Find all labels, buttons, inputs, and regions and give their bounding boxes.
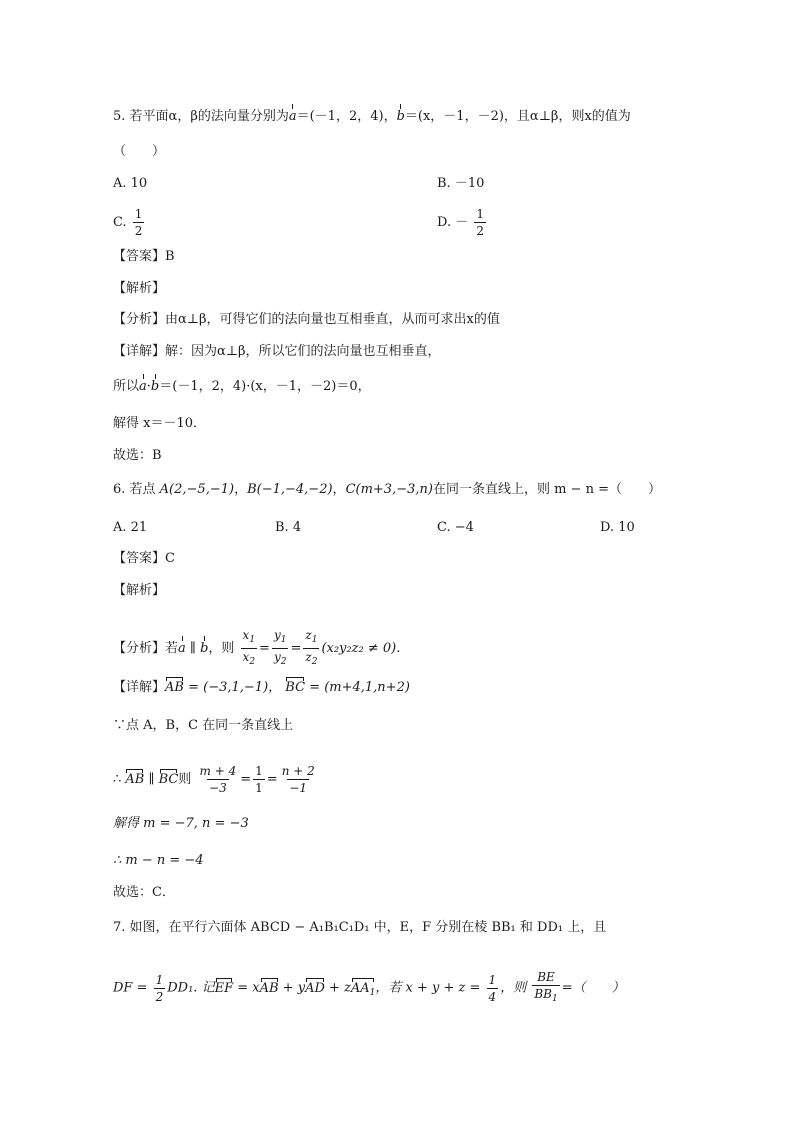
q5-stem-part: 5. 若平面α，β的法向量分别为 bbox=[113, 109, 289, 124]
fraction bbox=[154, 972, 166, 1005]
q6-fenxi-condition: (x₂y₂z₂ ≠ 0)． bbox=[321, 641, 410, 656]
q7-stem-line1: 7. 如图，在平行六面体 ABCD − A₁B₁C₁D₁ 中，E，F 分别在棱 BB₁ 和 DD₁ 上，且 bbox=[113, 920, 607, 935]
q7-condition: ，若 x + y + z = bbox=[375, 980, 481, 996]
q7-ask: =（ ） bbox=[561, 980, 625, 996]
q5-option-c bbox=[113, 206, 146, 239]
q6-option-c: C. −4 bbox=[437, 520, 474, 535]
vector-a: a bbox=[178, 641, 186, 656]
q6-solve: 解得 m = −7, n = −3 bbox=[113, 816, 249, 831]
denominator: 2 bbox=[134, 224, 143, 238]
q5-option-d-label: D. － bbox=[437, 215, 469, 230]
point-b: B(−1,−4,−2) bbox=[247, 482, 333, 497]
denominator: $z_2$ bbox=[303, 648, 319, 670]
q6-answer: 【答案】C bbox=[113, 551, 175, 566]
fraction bbox=[241, 627, 258, 670]
vector-ab: AB bbox=[259, 980, 279, 996]
vector-b: b bbox=[396, 109, 405, 124]
denominator: $BB_1$ bbox=[532, 985, 559, 1007]
q5-option-d bbox=[437, 206, 488, 239]
point-c: C(m+3,−3,n) bbox=[345, 482, 433, 497]
q7-eq: = x bbox=[237, 980, 260, 996]
q5-xiangjie: 【详解】解：因为α⊥β，所以它们的法向量也互相垂直， bbox=[113, 344, 441, 359]
q6-fenxi-label: 【分析】若 bbox=[113, 641, 179, 656]
vector-ab-value: = (−3,1,−1)， bbox=[188, 680, 282, 695]
q6-ratio: ∴ AB ∥ BC则 $\frac{m + 4}{-3}$ = $\frac{1}{1}$ = $\frac{n + 2}{-1}$ bbox=[113, 764, 315, 795]
vector-b: b bbox=[200, 641, 209, 656]
q6-analysis-title: 【解析】 bbox=[113, 583, 166, 598]
vector-aa1: $AA_1$ bbox=[351, 980, 376, 1002]
q6-then: 则 bbox=[178, 772, 192, 787]
q5-answer-paren: （ ） bbox=[113, 144, 166, 159]
q7-dd1: DD₁. 记 bbox=[167, 980, 215, 996]
vector-b: b bbox=[150, 379, 160, 394]
numerator: 1 bbox=[155, 972, 164, 987]
numerator: $z_1$ bbox=[305, 628, 318, 645]
q6-stem: 6. 若点 A(2,−5,−1)，B(−1,−4,−2)，C(m+3,−3,n)在同一条直线上，则 m − n =（ ） bbox=[113, 482, 661, 497]
vector-a: a bbox=[288, 109, 297, 124]
fraction bbox=[474, 206, 486, 239]
denominator: $y_2$ bbox=[272, 648, 289, 670]
denominator: −3 bbox=[209, 781, 227, 795]
q7-stem-line2: DF = $\frac{1}{2}$ DD₁. 记EF = xAB + yAD + zAA$_1$，若 x + y + z = $\frac{1}{4}$ ，则 $\frac{BE}{BB_1}$ =（ ） bbox=[113, 969, 625, 1007]
fraction bbox=[253, 763, 265, 796]
q6-option-a: A. 21 bbox=[113, 520, 148, 535]
denominator: 1 bbox=[255, 781, 263, 795]
q5-option-a: A. 10 bbox=[113, 176, 148, 191]
vector-a: a bbox=[139, 379, 147, 394]
q6-xiangjie-label: 【详解】 bbox=[113, 680, 166, 695]
q5-stem bbox=[113, 108, 631, 126]
denominator: 2 bbox=[476, 224, 485, 238]
q6-result: ∴ m − n = −4 bbox=[113, 853, 204, 868]
q6-stem-suffix: 在同一条直线上，则 m − n =（ ） bbox=[432, 482, 661, 497]
vector-bc: BC bbox=[158, 772, 179, 787]
q6-xiangjie bbox=[113, 679, 410, 697]
vector-bc: BC bbox=[285, 680, 306, 695]
fraction bbox=[280, 763, 317, 796]
fraction bbox=[532, 969, 559, 1007]
q5-step1: 所以a·b＝(－1，2，4)·(x，－1，－2)＝0， bbox=[113, 379, 371, 394]
fraction bbox=[198, 763, 239, 796]
vector-bc-value: = (m+4,1,n+2) bbox=[309, 680, 410, 695]
point-a: A(2,−5,−1) bbox=[159, 482, 235, 497]
numerator: 1 bbox=[255, 764, 263, 778]
vector-ad: AD bbox=[305, 980, 325, 996]
q5-option-c-label: C. bbox=[113, 215, 127, 230]
q5-fenxi: 【分析】由α⊥β，可得它们的法向量也互相垂直，从而可求出x的值 bbox=[113, 312, 500, 327]
numerator: 1 bbox=[476, 207, 485, 221]
q6-option-b: B. 4 bbox=[275, 520, 302, 535]
q6-stem-prefix: 6. 若点 bbox=[113, 482, 160, 497]
q5-stem-part: ＝(－1，2，4)， bbox=[296, 109, 397, 124]
denominator: $x_2$ bbox=[241, 648, 258, 670]
fraction bbox=[133, 206, 145, 239]
fraction bbox=[303, 627, 319, 670]
numerator: 1 bbox=[134, 207, 143, 221]
vector-ef: EF bbox=[214, 980, 234, 996]
numerator: n + 2 bbox=[281, 764, 315, 778]
fraction bbox=[272, 627, 289, 670]
q5-step1-prefix: 所以 bbox=[113, 379, 140, 394]
vector-ab: AB bbox=[165, 680, 184, 695]
q6-collinear: ∵点 A，B，C 在同一条直线上 bbox=[113, 718, 294, 733]
q6-choice: 故选：C． bbox=[113, 885, 175, 900]
numerator: 1 bbox=[488, 972, 497, 987]
q5-step2: 解得 x＝－10． bbox=[113, 416, 207, 431]
q6-fenxi: 【分析】若a ∥ b，则 $\frac{x_1}{x_2}$ = $\frac{y_1}{y_2}$ = $\frac{z_1}{z_2}$ (x₂y₂z₂ ≠ 0)． bbox=[113, 627, 409, 670]
denominator: −1 bbox=[289, 781, 308, 795]
numerator: $x_1$ bbox=[242, 628, 256, 645]
q5-option-b: B. －10 bbox=[437, 176, 485, 191]
q5-analysis-title: 【解析】 bbox=[113, 281, 166, 296]
numerator: m + 4 bbox=[199, 764, 237, 778]
vector-ab: AB bbox=[125, 772, 145, 787]
numerator: BE bbox=[537, 970, 555, 984]
q5-choice: 故选：B bbox=[113, 448, 162, 463]
fraction bbox=[487, 972, 499, 1005]
q5-step1-value: ＝(－1，2，4)·(x，－1，－2)＝0， bbox=[159, 379, 371, 394]
q6-option-d: D. 10 bbox=[600, 520, 635, 535]
q5-stem-part: ＝(x，－1，－2)，且α⊥β，则x的值为 bbox=[404, 109, 631, 124]
q5-answer: 【答案】B bbox=[113, 249, 175, 264]
q7-df: DF = bbox=[113, 980, 148, 996]
denominator: 2 bbox=[155, 989, 164, 1004]
denominator: 4 bbox=[488, 989, 497, 1004]
numerator: $y_1$ bbox=[273, 628, 287, 645]
